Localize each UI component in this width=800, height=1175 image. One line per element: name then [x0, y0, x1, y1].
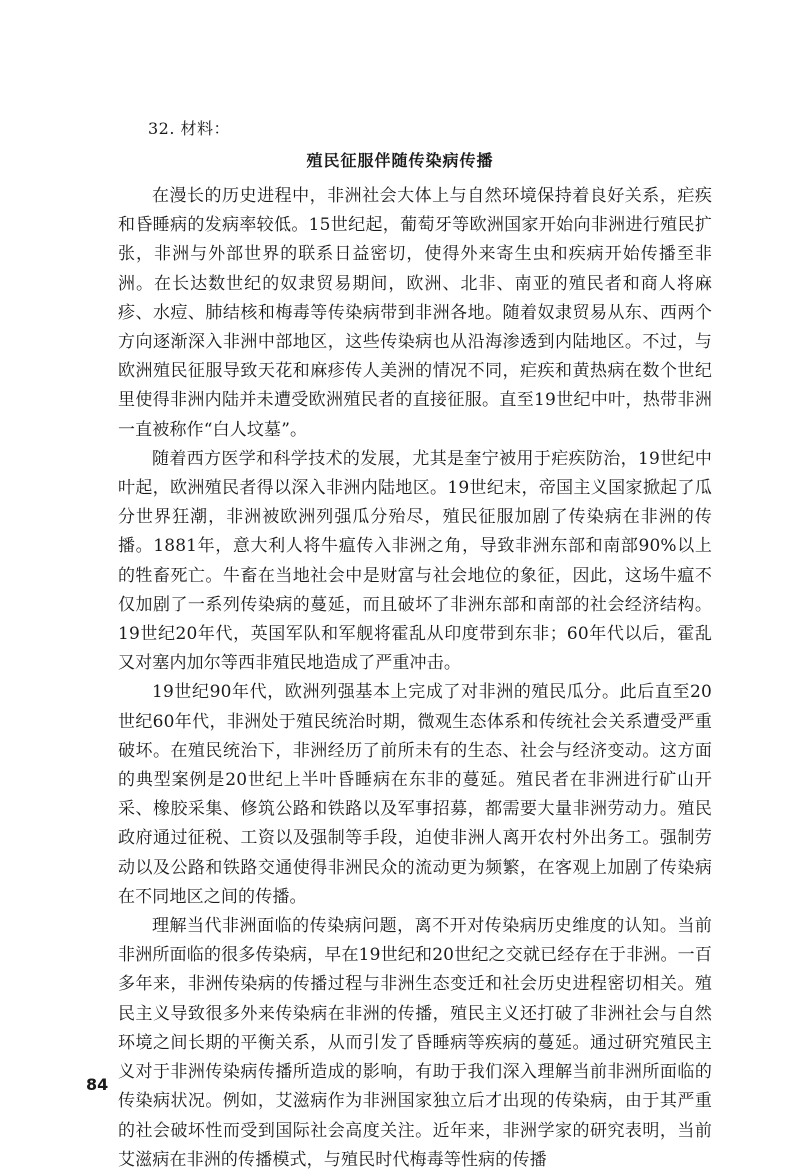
material-title: 殖民征服伴随传染病传播: [306, 151, 494, 170]
material-body: [118, 182, 712, 1170]
paragraph-1: 在漫长的历史进程中，非洲社会大体上与自然环境保持着良好关系，疟疾和昏睡病的发病率较低。15世纪起，葡萄牙等欧洲国家开始向非洲进行殖民扩张，非洲与外部世界的联系日益密切，使得外来寄生虫和疾病开始传播至非洲。在长达数世纪的奴隶贸易期间，欧洲、北非、南亚的殖民者和商人将麻疹、水痘、肺结核和梅毒等传染病带到非洲各地。随着奴隶贸易从东、西两个方向逐渐深入非洲中部地区，这些传染病也从沿海渗透到内陆地区。不过，与欧洲殖民征服导致天花和麻疹传人美洲的情况不同，疟疾和黄热病在数个世纪里使得非洲内陆并未遭受欧洲殖民者的直接征服。直至19世纪中叶，热带非洲一直被称作“白人坟墓”。: [118, 186, 712, 440]
paragraph-2: 随着西方医学和科学技术的发展，尤其是奎宁被用于疟疾防治，19世纪中叶起，欧洲殖民者得以深入非洲内陆地区。19世纪末，帝国主义国家掀起了瓜分世界狂潮，非洲被欧洲列强瓜分殆尽，殖民征服加剧了传染病在非洲的传播。1881年，意大利人将牛瘟传入非洲之角，导致非洲东部和南部90%以上的牲畜死亡。牛畜在当地社会中是财富与社会地位的象征，因此，这场牛瘟不仅加剧了一系列传染病的蔓延，而且破坏了非洲东部和南部的社会经济结构。19世纪20年代，英国军队和军舰将霍乱从印度带到东非；60年代以后，霍乱又对塞内加尔等西非殖民地造成了严重冲击。: [118, 448, 712, 674]
paragraph-3: 19世纪90年代，欧洲列强基本上完成了对非洲的殖民瓜分。此后直至20世纪60年代，非洲处于殖民统治时期，微观生态体系和传统社会关系遭受严重破坏。在殖民统治下，非洲经历了前所未有的生态、社会与经济变动。这方面的典型案例是20世纪上半叶昏睡病在东非的蔓延。殖民者在非洲进行矿山开采、橡胶采集、修筑公路和铁路以及军事招募，都需要大量非洲劳动力。殖民政府通过征税、工资以及强制等手段，迫使非洲人离开农村外出务工。强制劳动以及公路和铁路交通使得非洲民众的流动更为频繁，在客观上加剧了传染病在不同地区之间的传播。: [118, 682, 712, 907]
paragraph-4: 理解当代非洲面临的传染病问题，离不开对传染病历史维度的认知。当前非洲所面临的很多传染病，早在19世纪和20世纪之交就已经存在于非洲。一百多年来，非洲传染病的传播过程与非洲生态变迁和社会历史进程密切相关。殖民主义导致很多外来传染病在非洲的传播，殖民主义还打破了非洲社会与自然环境之间长期的平衡关系，从而引发了昏睡病等疾病的蔓延。通过研究殖民主义对于非洲传染病传播所造成的影响，有助于我们深入理解当前非洲所面临的传染病状况。例如，艾滋病作为非洲国家独立后才出现的传染病，由于其严重的社会破坏性而受到国际社会高度关注。近年来，非洲学家的研究表明，当前艾滋病在非洲的传播模式，与殖民时代梅毒等性病的传播: [118, 916, 712, 1170]
page-number: 84: [86, 1075, 109, 1094]
question-label: 32. 材料：: [148, 119, 231, 138]
